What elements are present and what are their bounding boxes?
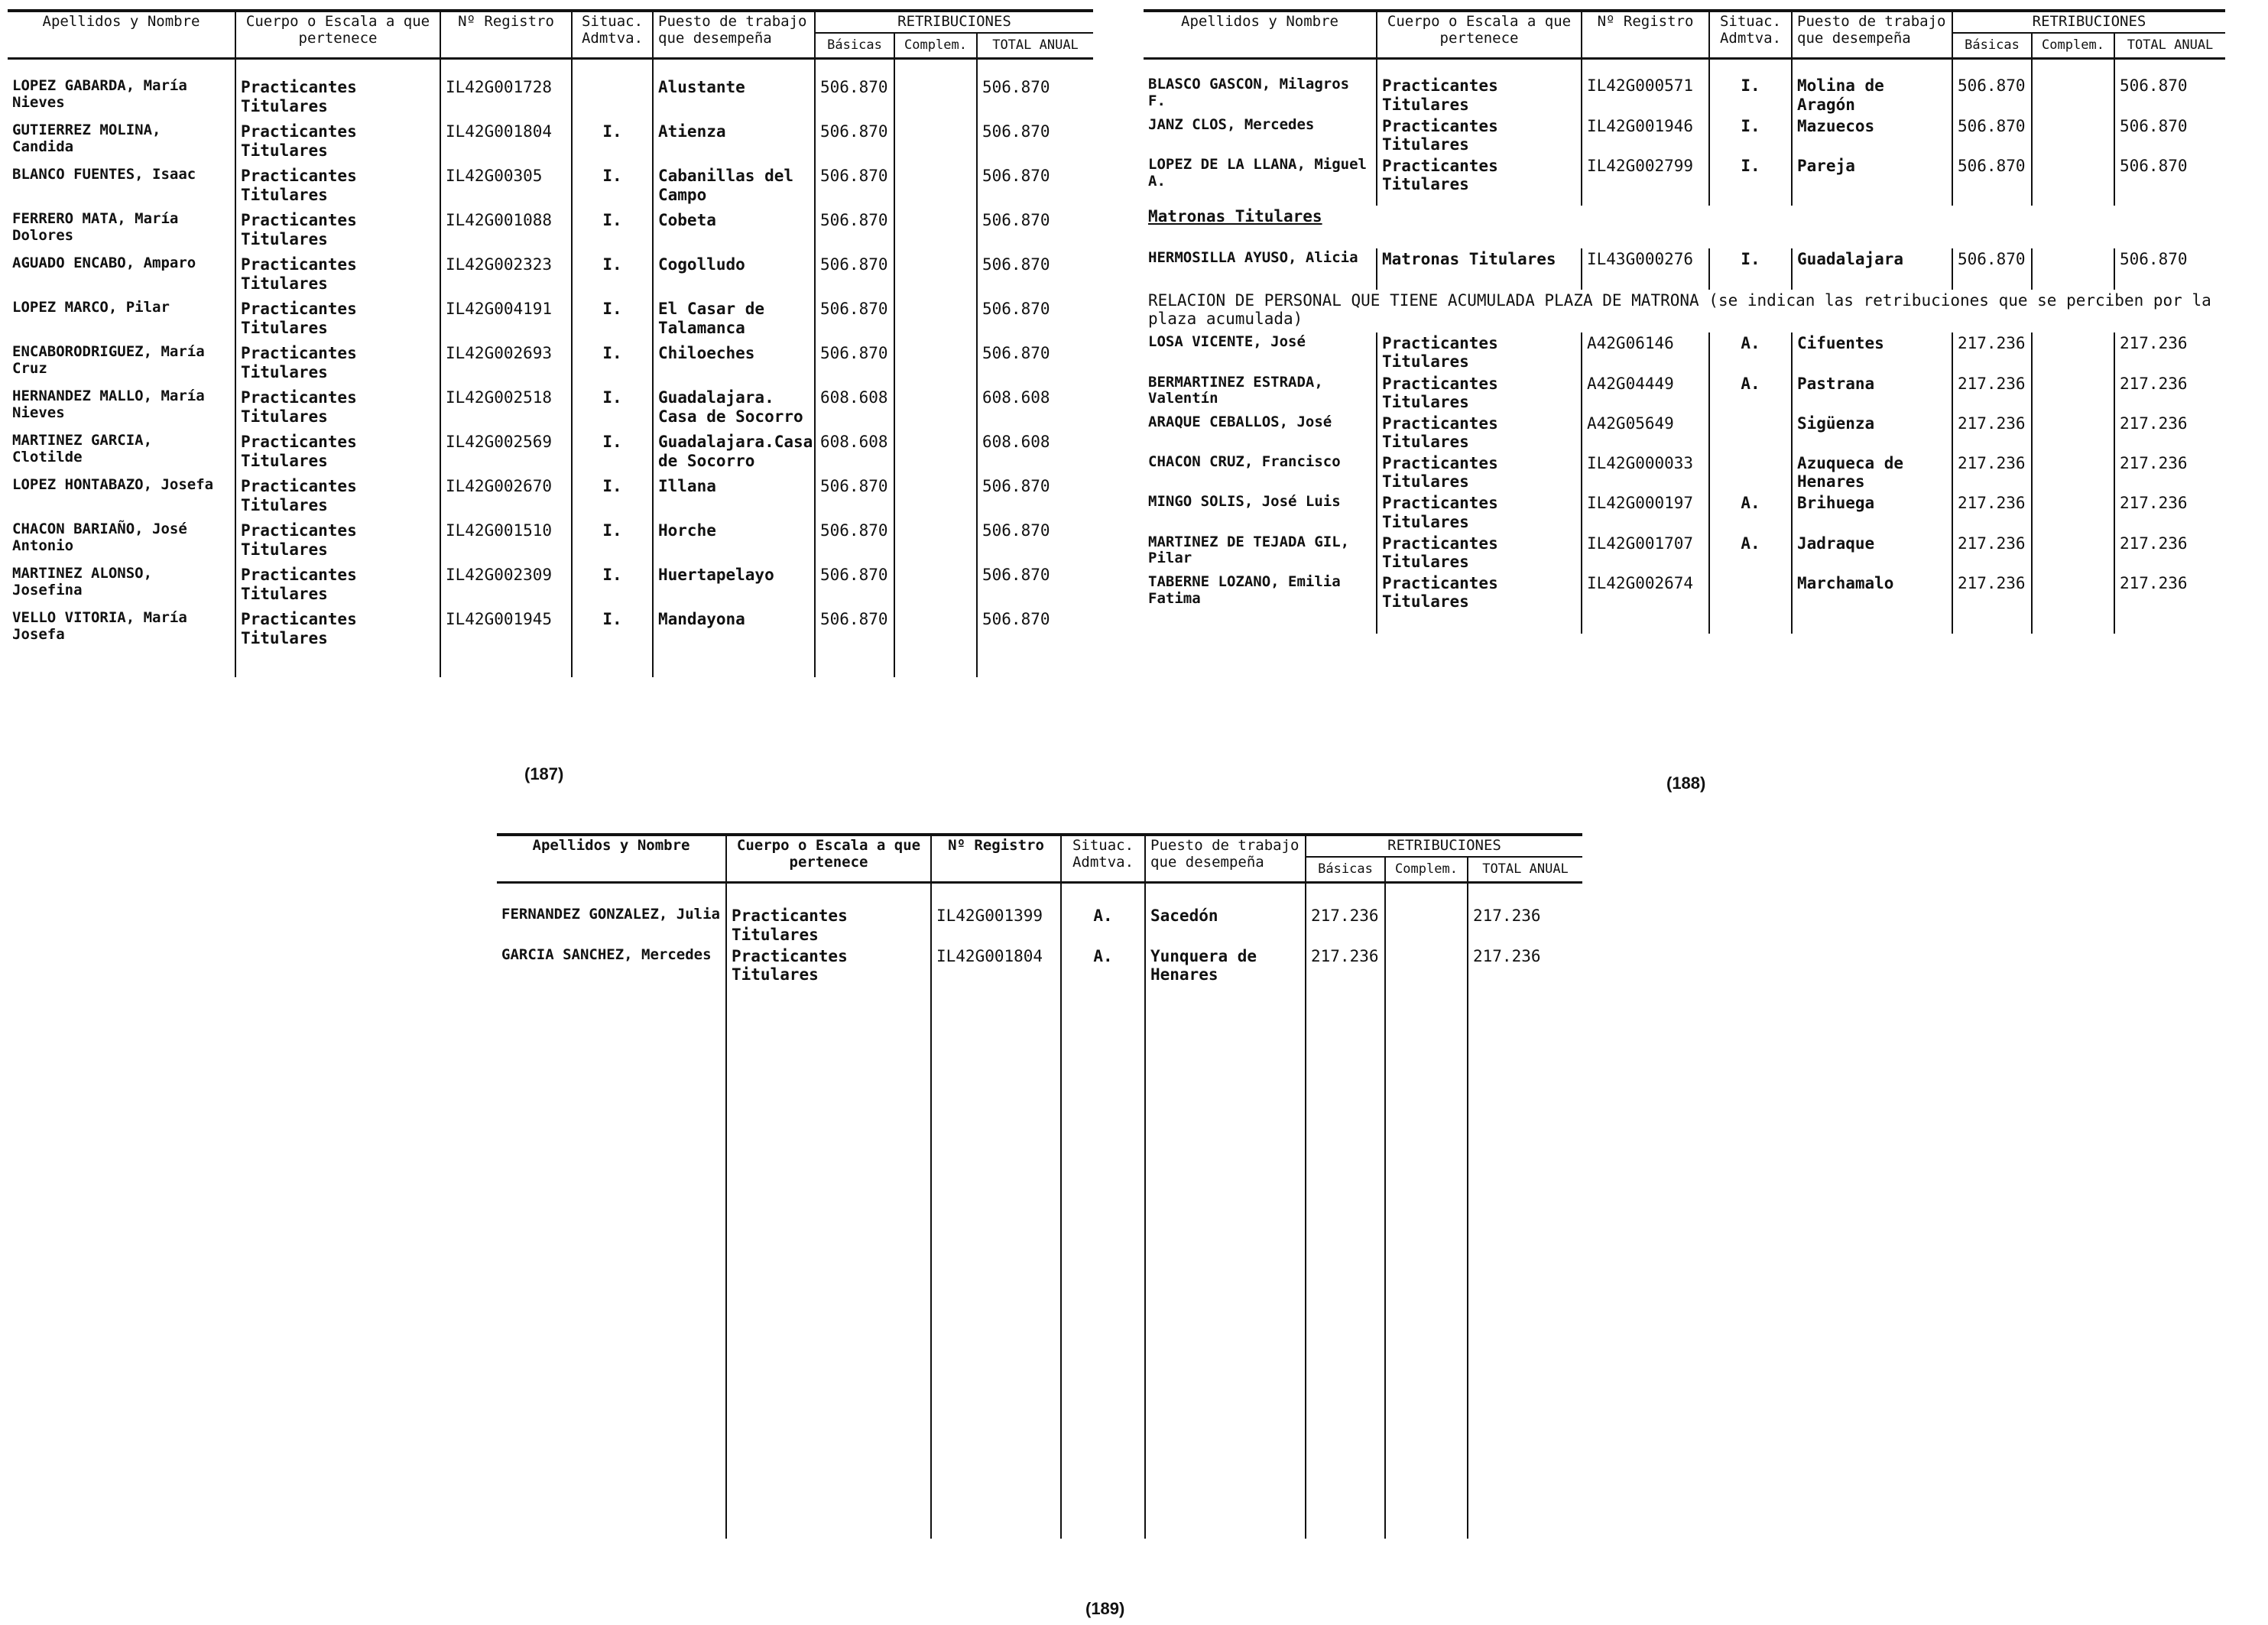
name-cell: GUTIERREZ MOLINA, Candida [8,121,235,165]
cuerpo-cell: Practicantes Titulares [235,254,440,298]
situac-cell: I. [572,387,653,431]
complem-cell [2032,248,2114,290]
name-cell: FERRERO MATA, María Dolores [8,209,235,254]
name-cell: LOPEZ GABARDA, María Nieves [8,76,235,121]
spacer-row [497,985,1582,1539]
header-retribuciones: RETRIBUCIONES [1952,11,2225,33]
puesto-cell: Guadalajara. Casa de Socorro [653,387,815,431]
table-row [1144,155,2225,195]
complem-cell [894,298,977,342]
header-puesto: Puesto de trabajo que desempeña [653,11,815,59]
basicas-cell: 217.236 [1952,533,2032,572]
registro-cell: IL42G002674 [1582,572,1709,612]
complem-cell [894,387,977,431]
header-registro: Nº Registro [1582,11,1709,59]
registro-cell: IL42G001804 [931,945,1061,985]
registro-cell: IL42G001510 [440,520,572,564]
complem-cell [894,608,977,653]
registro-cell: IL42G000033 [1582,452,1709,492]
header-basicas: Básicas [815,33,894,59]
basicas-cell: 506.870 [815,520,894,564]
header-nombre: Apellidos y Nombre [497,835,726,883]
total-cell: 217.236 [1473,946,1541,965]
total-cell: 217.236 [2120,454,2188,473]
situac-cell: I. [572,254,653,298]
spacer-row [497,883,1582,906]
name-cell: VELLO VITORIA, María Josefa [8,608,235,653]
cuerpo-cell: Practicantes Titulares [235,431,440,475]
total-cell: 506.870 [2120,156,2188,175]
header-basicas: Básicas [1306,857,1385,883]
situac-cell: A. [1709,492,1792,532]
situac-cell: I. [1709,155,1792,195]
table-row [8,564,1093,608]
situac-cell: I. [572,564,653,608]
header-situac: Situac. Admtva. [1709,11,1792,59]
situac-cell: I. [572,209,653,254]
table-row [8,209,1093,254]
complem-cell [2032,373,2114,413]
registro-cell: IL43G000276 [1582,248,1709,290]
name-cell: JANZ CLOS, Mercedes [1144,115,1377,155]
registro-cell: IL42G001728 [440,76,572,121]
cuerpo-cell: Practicantes Titulares [235,165,440,209]
total-cell: 506.870 [982,167,1050,186]
cuerpo-cell: Practicantes Titulares [1377,155,1582,195]
registro-cell: IL42G004191 [440,298,572,342]
situac-cell: I. [572,475,653,520]
basicas-cell: 217.236 [1306,945,1385,985]
basicas-cell: 217.236 [1952,332,2032,372]
basicas-cell: 217.236 [1952,413,2032,452]
situac-cell: A. [1709,373,1792,413]
total-cell: 506.870 [982,344,1050,363]
cuerpo-cell: Practicantes Titulares [235,209,440,254]
header-registro: Nº Registro [440,11,572,59]
registro-cell: IL42G000197 [1582,492,1709,532]
complem-cell [2032,492,2114,532]
situac-cell: A. [1061,905,1145,945]
registro-cell: IL42G002799 [1582,155,1709,195]
table-page-188 [1144,9,2225,634]
total-cell: 506.870 [982,610,1050,629]
registro-cell: IL42G000571 [1582,75,1709,115]
table-row [1144,452,2225,492]
header-situac: Situac. Admtva. [572,11,653,59]
cuerpo-cell: Practicantes Titulares [235,121,440,165]
puesto-cell: Cifuentes [1792,332,1952,372]
puesto-cell: Sacedón [1145,905,1306,945]
complem-cell [2032,452,2114,492]
cuerpo-cell: Practicantes Titulares [1377,115,1582,155]
name-cell: BLASCO GASCON, Milagros F. [1144,75,1377,115]
total-cell: 217.236 [1473,907,1541,926]
situac-cell: A. [1709,332,1792,372]
section-matronas-text: Matronas Titulares [1148,207,1322,226]
situac-cell: I. [1709,115,1792,155]
name-cell: ARAQUE CEBALLOS, José [1144,413,1377,452]
complem-cell [2032,413,2114,452]
header-complem: Complem. [1385,857,1468,883]
complem-cell [894,209,977,254]
header-situac: Situac. Admtva. [1061,835,1145,883]
spacer-row [1144,612,2225,634]
registro-cell: IL42G001945 [440,608,572,653]
basicas-cell: 506.870 [1952,248,2032,290]
header-basicas: Básicas [1952,33,2032,59]
cuerpo-cell: Practicantes Titulares [1377,75,1582,115]
cuerpo-cell: Practicantes Titulares [1377,533,1582,572]
basicas-cell: 506.870 [815,475,894,520]
registro-cell: IL42G001804 [440,121,572,165]
puesto-cell: Jadraque [1792,533,1952,572]
complem-cell [894,254,977,298]
registro-cell: IL42G002670 [440,475,572,520]
table-row [8,165,1093,209]
total-cell: 608.608 [982,433,1050,452]
total-cell: 506.870 [982,521,1050,540]
table-row [1144,332,2225,372]
puesto-cell: Illana [653,475,815,520]
complem-cell [1385,945,1468,985]
cuerpo-cell: Practicantes Titulares [235,76,440,121]
puesto-cell: Guadalajara [1792,248,1952,290]
cuerpo-cell: Practicantes Titulares [1377,373,1582,413]
complem-cell [2032,332,2114,372]
situac-cell: I. [572,520,653,564]
name-cell: LOSA VICENTE, José [1144,332,1377,372]
total-cell: 217.236 [2120,334,2188,353]
total-cell: 217.236 [2120,414,2188,433]
puesto-cell: Mandayona [653,608,815,653]
spacer-row [8,59,1093,77]
header-nombre: Apellidos y Nombre [8,11,235,59]
situac-cell: I. [572,121,653,165]
puesto-cell: Cabanillas del Campo [653,165,815,209]
registro-cell: IL42G002569 [440,431,572,475]
complem-cell [894,564,977,608]
cuerpo-cell: Practicantes Titulares [1377,572,1582,612]
puesto-cell: Mazuecos [1792,115,1952,155]
header-total: TOTAL ANUAL [977,33,1093,59]
cuerpo-cell: Practicantes Titulares [726,905,931,945]
basicas-cell: 608.608 [815,431,894,475]
spacer-row [1144,195,2225,206]
name-cell: ENCABORODRIGUEZ, María Cruz [8,342,235,387]
complem-cell [894,342,977,387]
puesto-cell: Pastrana [1792,373,1952,413]
table-row [1144,115,2225,155]
name-cell: MINGO SOLIS, José Luis [1144,492,1377,532]
complem-cell [894,121,977,165]
basicas-cell: 506.870 [815,342,894,387]
header-complem: Complem. [894,33,977,59]
total-cell: 506.870 [982,477,1050,496]
situac-cell: I. [1709,248,1792,290]
header-puesto: Puesto de trabajo que desempeña [1792,11,1952,59]
header-puesto: Puesto de trabajo que desempeña [1145,835,1306,883]
table-row [497,905,1582,945]
complem-cell [894,431,977,475]
table-row [1144,75,2225,115]
table-row [1144,572,2225,612]
table-row [8,76,1093,121]
table-row [1144,413,2225,452]
table-row [1144,248,2225,290]
registro-cell: IL42G001399 [931,905,1061,945]
situac-cell: I. [572,431,653,475]
section-note-text: RELACION DE PERSONAL QUE TIENE ACUMULADA PLAZA DE MATRONA (se indican las retribuciones que se perciben por la plaza acumulada) [1148,291,2211,329]
total-cell: 608.608 [982,388,1050,407]
total-cell: 506.870 [982,566,1050,585]
table-page-187 [8,9,1093,677]
registro-cell: IL42G002323 [440,254,572,298]
complem-cell [2032,572,2114,612]
puesto-cell: Horche [653,520,815,564]
basicas-cell: 506.870 [815,165,894,209]
total-cell: 217.236 [2120,573,2188,592]
basicas-cell: 506.870 [1952,115,2032,155]
situac-cell: I. [572,298,653,342]
basicas-cell: 506.870 [815,298,894,342]
name-cell: CHACON CRUZ, Francisco [1144,452,1377,492]
complem-cell [2032,115,2114,155]
table-row [1144,492,2225,532]
spacer-row [1144,59,2225,76]
total-cell: 506.870 [982,122,1050,141]
cuerpo-cell: Practicantes Titulares [1377,452,1582,492]
situac-cell [1709,452,1792,492]
table-row [8,254,1093,298]
complem-cell [894,165,977,209]
total-cell: 506.870 [2120,76,2188,96]
puesto-cell: Atienza [653,121,815,165]
cuerpo-cell: Practicantes Titulares [1377,492,1582,532]
cuerpo-cell: Practicantes Titulares [726,945,931,985]
basicas-cell: 217.236 [1952,452,2032,492]
puesto-cell: Alustante [653,76,815,121]
puesto-cell: Azuqueca de Henares [1792,452,1952,492]
puesto-cell: Sigüenza [1792,413,1952,452]
table-row [8,608,1093,653]
name-cell: AGUADO ENCABO, Amparo [8,254,235,298]
header-registro: Nº Registro [931,835,1061,883]
total-cell: 217.236 [2120,374,2188,393]
basicas-cell: 506.870 [815,608,894,653]
table-body-187 [8,59,1093,678]
puesto-cell: Guadalajara.Casa de Socorro [653,431,815,475]
registro-cell: IL42G00305 [440,165,572,209]
cuerpo-cell: Practicantes Titulares [235,475,440,520]
page-number-187: (187) [524,764,564,783]
table-row [8,387,1093,431]
registro-cell: A42G04449 [1582,373,1709,413]
name-cell: LOPEZ MARCO, Pilar [8,298,235,342]
puesto-cell: Cogolludo [653,254,815,298]
name-cell: BLANCO FUENTES, Isaac [8,165,235,209]
table-row [497,945,1582,985]
situac-cell: I. [572,608,653,653]
total-cell: 506.870 [982,78,1050,97]
table-row [8,475,1093,520]
registro-cell: IL42G002518 [440,387,572,431]
name-cell: TABERNE LOZANO, Emilia Fatima [1144,572,1377,612]
table-row [8,342,1093,387]
name-cell: BERMARTINEZ ESTRADA, Valentín [1144,373,1377,413]
registro-cell: A42G05649 [1582,413,1709,452]
basicas-cell: 506.870 [1952,75,2032,115]
table-row [1144,533,2225,572]
name-cell: MARTINEZ GARCIA, Clotilde [8,431,235,475]
total-cell: 506.870 [982,300,1050,319]
cuerpo-cell: Matronas Titulares [1377,248,1582,290]
header-cuerpo: Cuerpo o Escala a que pertenece [1377,11,1582,59]
puesto-cell: Cobeta [653,209,815,254]
basicas-cell: 217.236 [1952,492,2032,532]
table-row [8,121,1093,165]
cuerpo-cell: Practicantes Titulares [235,342,440,387]
total-cell: 506.870 [2120,250,2188,269]
registro-cell: IL42G001946 [1582,115,1709,155]
name-cell: GARCIA SANCHEZ, Mercedes [497,945,726,985]
cuerpo-cell: Practicantes Titulares [235,564,440,608]
page-number-188: (188) [1666,774,1706,793]
registro-cell: IL42G002309 [440,564,572,608]
total-cell: 506.870 [2120,116,2188,135]
header-complem: Complem. [2032,33,2114,59]
name-cell: LOPEZ HONTABAZO, Josefa [8,475,235,520]
puesto-cell: El Casar de Talamanca [653,298,815,342]
puesto-cell: Brihuega [1792,492,1952,532]
complem-cell [894,520,977,564]
name-cell: MARTINEZ DE TEJADA GIL, Pilar [1144,533,1377,572]
puesto-cell: Huertapelayo [653,564,815,608]
header-cuerpo: Cuerpo o Escala a que pertenece [726,835,931,883]
puesto-cell: Pareja [1792,155,1952,195]
basicas-cell: 217.236 [1952,373,2032,413]
complem-cell [894,76,977,121]
puesto-cell: Marchamalo [1792,572,1952,612]
situac-cell: I. [572,342,653,387]
page-number-189: (189) [1085,1599,1125,1618]
cuerpo-cell: Practicantes Titulares [235,520,440,564]
spacer-row [8,653,1093,677]
header-retribuciones: RETRIBUCIONES [1306,835,1582,857]
cuerpo-cell: Practicantes Titulares [235,298,440,342]
name-cell: LOPEZ DE LA LLANA, Miguel A. [1144,155,1377,195]
table-row [8,520,1093,564]
situac-cell: I. [1709,75,1792,115]
basicas-cell: 506.870 [1952,155,2032,195]
header-retribuciones: RETRIBUCIONES [815,11,1093,33]
complem-cell [2032,75,2114,115]
name-cell: HERMOSILLA AYUSO, Alicia [1144,248,1377,290]
total-cell: 506.870 [982,211,1050,230]
basicas-cell: 217.236 [1306,905,1385,945]
basicas-cell: 506.870 [815,254,894,298]
registro-cell: IL42G001707 [1582,533,1709,572]
registro-cell: IL42G002693 [440,342,572,387]
basicas-cell: 608.608 [815,387,894,431]
table-row [8,298,1093,342]
cuerpo-cell: Practicantes Titulares [235,387,440,431]
complem-cell [2032,155,2114,195]
basicas-cell: 506.870 [815,209,894,254]
puesto-cell: Chiloeches [653,342,815,387]
situac-cell [1709,413,1792,452]
situac-cell: A. [1709,533,1792,572]
header-nombre: Apellidos y Nombre [1144,11,1377,59]
cuerpo-cell: Practicantes Titulares [1377,413,1582,452]
table-body-188 [1144,59,2225,634]
registro-cell: IL42G001088 [440,209,572,254]
name-cell: HERNANDEZ MALLO, María Nieves [8,387,235,431]
header-total: TOTAL ANUAL [2114,33,2225,59]
total-cell: 217.236 [2120,534,2188,553]
complem-cell [2032,533,2114,572]
complem-cell [1385,905,1468,945]
table-body-189 [497,883,1582,1539]
situac-cell [1709,572,1792,612]
name-cell: CHACON BARIAÑO, José Antonio [8,520,235,564]
basicas-cell: 506.870 [815,121,894,165]
table-row [1144,373,2225,413]
total-cell: 217.236 [2120,494,2188,513]
situac-cell: I. [572,165,653,209]
registro-cell: A42G06146 [1582,332,1709,372]
situac-cell: A. [1061,945,1145,985]
cuerpo-cell: Practicantes Titulares [1377,332,1582,372]
total-cell: 506.870 [982,255,1050,274]
header-total: TOTAL ANUAL [1468,857,1582,883]
section-note [1144,290,2225,332]
basicas-cell: 217.236 [1952,572,2032,612]
table-page-189 [497,833,1582,1539]
name-cell: MARTINEZ ALONSO, Josefina [8,564,235,608]
situac-cell [572,76,653,121]
puesto-cell: Molina de Aragón [1792,75,1952,115]
cuerpo-cell: Practicantes Titulares [235,608,440,653]
complem-cell [894,475,977,520]
puesto-cell: Yunquera de Henares [1145,945,1306,985]
name-cell: FERNANDEZ GONZALEZ, Julia [497,905,726,945]
section-matronas [1144,206,2225,248]
basicas-cell: 506.870 [815,564,894,608]
header-cuerpo: Cuerpo o Escala a que pertenece [235,11,440,59]
table-row [8,431,1093,475]
basicas-cell: 506.870 [815,76,894,121]
